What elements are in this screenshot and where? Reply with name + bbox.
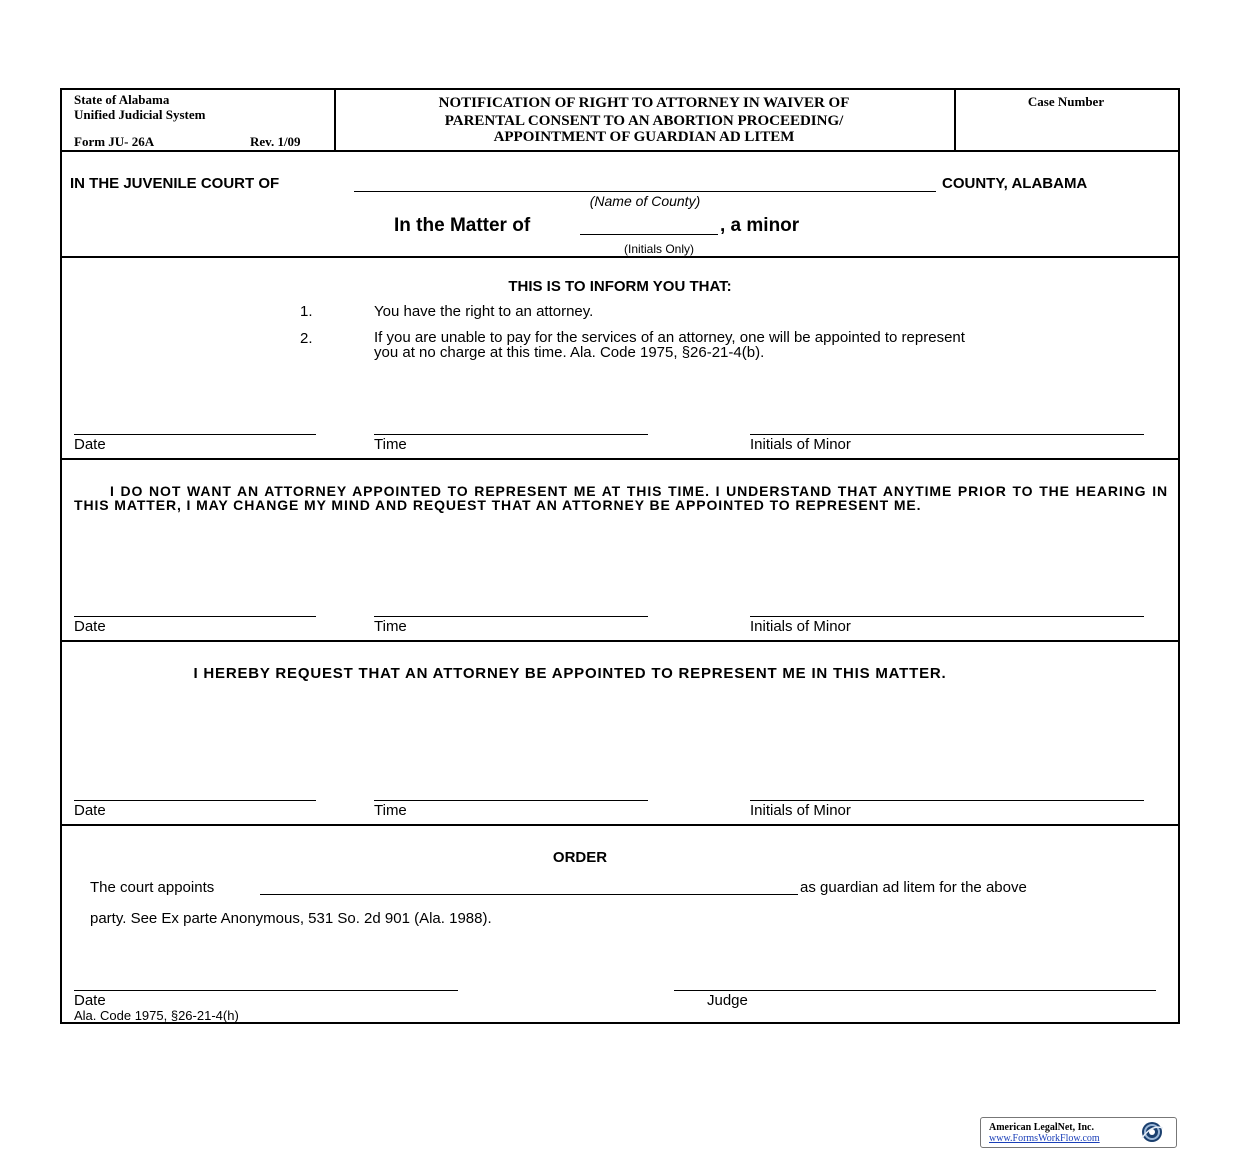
county-field[interactable]: [354, 191, 936, 192]
waiver-time-field[interactable]: [374, 616, 648, 617]
request-initials-label: Initials of Minor: [750, 802, 851, 819]
request-date-label: Date: [74, 802, 106, 819]
matter-suffix: , a minor: [720, 215, 800, 236]
inform-item-1-text: You have the right to an attorney.: [374, 303, 594, 320]
title-line-2: PARENTAL CONSENT TO AN ABORTION PROCEEDING/: [444, 113, 844, 129]
request-time-label: Time: [374, 802, 407, 819]
title-line-3: APPOINTMENT OF GUARDIAN AD LITEM: [493, 129, 795, 145]
divider-waiver: [62, 640, 1178, 642]
waiver-text: I DO NOT WANT AN ATTORNEY APPOINTED TO REPRESENT ME AT THIS TIME. I UNDERSTAND THAT ANYTIME PRIOR TO THE HEARING IN THIS MATTER, I MAY CHANGE MY MIND AND REQUEST THAT AN ATTORNEY BE APPOINTED TO REPRESENT ME.: [74, 483, 1168, 513]
court-prefix: IN THE JUVENILE COURT OF: [70, 175, 280, 192]
waiver-time-label: Time: [374, 618, 407, 635]
order-date-field[interactable]: [74, 990, 458, 991]
header-divider-left: [334, 90, 336, 150]
case-number-label: Case Number: [1027, 94, 1105, 109]
company-name: American LegalNet, Inc.: [989, 1122, 1094, 1133]
waiver-initials-label: Initials of Minor: [750, 618, 851, 635]
court-suffix: COUNTY, ALABAMA: [942, 175, 1088, 192]
inform-date-field[interactable]: [74, 434, 316, 435]
order-line1-prefix: The court appoints: [90, 879, 215, 896]
waiver-initials-field[interactable]: [750, 616, 1144, 617]
inform-date-label: Date: [74, 436, 106, 453]
request-time-field[interactable]: [374, 800, 648, 801]
company-url[interactable]: www.FormsWorkFlow.com: [989, 1133, 1100, 1144]
state-name: State of Alabama: [74, 92, 170, 107]
case-number-field[interactable]: [958, 116, 1174, 144]
legalnet-badge: [980, 1117, 1177, 1148]
guardian-name-field[interactable]: [260, 894, 798, 895]
matter-prefix: In the Matter of: [394, 215, 531, 236]
divider-request: [62, 824, 1178, 826]
order-heading: ORDER: [552, 849, 608, 866]
code-reference: Ala. Code 1975, §26-21-4(h): [74, 1008, 239, 1023]
waiver-date-label: Date: [74, 618, 106, 635]
inform-item-2-num: 2.: [300, 330, 313, 347]
initials-caption: (Initials Only): [623, 242, 694, 256]
inform-time-field[interactable]: [374, 434, 648, 435]
judge-label: Judge: [707, 992, 748, 1009]
divider-inform: [62, 458, 1178, 460]
request-date-field[interactable]: [74, 800, 316, 801]
minor-initials-field[interactable]: [580, 234, 718, 235]
inform-initials-label: Initials of Minor: [750, 436, 851, 453]
inform-time-label: Time: [374, 436, 407, 453]
form-number: Form JU- 26A: [74, 134, 155, 149]
system-name: Unified Judicial System: [74, 107, 206, 122]
inform-initials-field[interactable]: [750, 434, 1144, 435]
divider-court: [62, 256, 1178, 258]
inform-item-2-line-1: If you are unable to pay for the services of an attorney, one will be appointed to represent: [374, 329, 965, 346]
header-divider-right: [954, 90, 956, 150]
globe-logo-icon: [1139, 1120, 1165, 1144]
request-initials-field[interactable]: [750, 800, 1144, 801]
order-date-label: Date: [74, 992, 106, 1009]
form-title: [338, 94, 950, 146]
request-text: I HEREBY REQUEST THAT AN ATTORNEY BE APPOINTED TO REPRESENT ME IN THIS MATTER.: [193, 665, 947, 682]
waiver-date-field[interactable]: [74, 616, 316, 617]
order-line1-suffix: as guardian ad litem for the above: [800, 879, 1027, 896]
judge-signature-field[interactable]: [674, 990, 1156, 991]
header-left: [74, 92, 205, 122]
inform-item-2-text: [374, 330, 965, 360]
court-form: [60, 88, 1180, 1024]
inform-item-2-line-2: you at no charge at this time. Ala. Code 1975, §26-21-4(b).: [374, 344, 765, 361]
title-line-1: NOTIFICATION OF RIGHT TO ATTORNEY IN WAIVER OF: [438, 95, 850, 111]
inform-item-1-num: 1.: [300, 303, 313, 320]
inform-heading: THIS IS TO INFORM YOU THAT:: [508, 278, 732, 295]
county-caption: (Name of County): [589, 193, 701, 209]
form-revision: Rev. 1/09: [250, 134, 301, 149]
order-line2: party. See Ex parte Anonymous, 531 So. 2d 901 (Ala. 1988).: [90, 910, 492, 927]
divider-header: [62, 150, 1178, 152]
